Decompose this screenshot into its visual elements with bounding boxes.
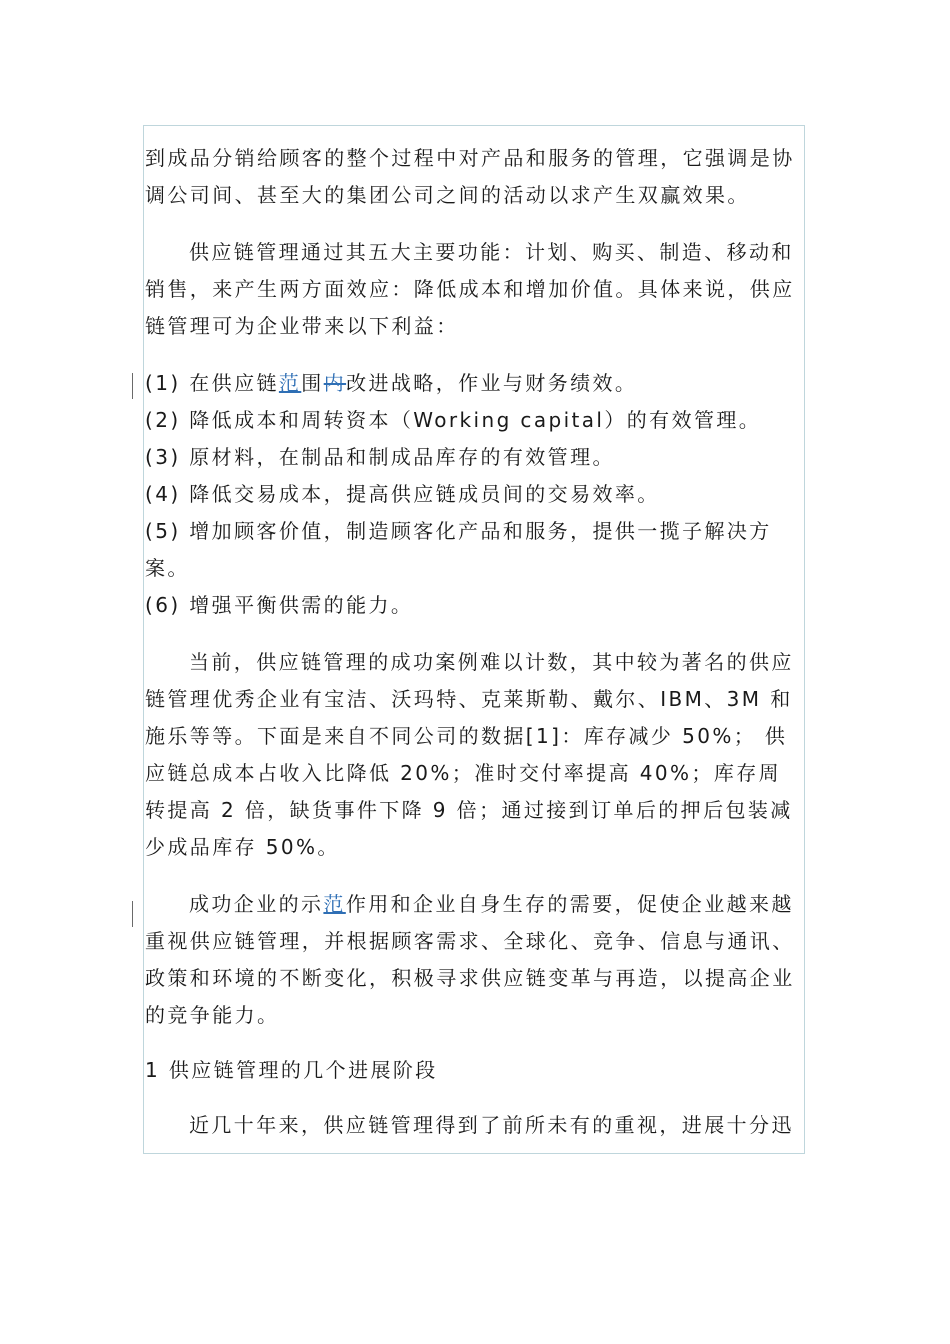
paragraph-3: 当前，供应链管理的成功案例难以计数，其中较为著名的供应链管理优秀企业有宝洁、沃玛特、克莱斯勒、戴尔、IBM、3M 和施乐等等。下面是来自不同公司的数据[1]：库存减少 50%； 供应链总成本占收入比降低 20%；准时交付率提高 40%；库存周转提高 2 倍，缺货事件下降 9 倍；通过接到订单后的押后包装减少成品库存 50%。 [145, 650, 794, 859]
benefits-list [145, 365, 795, 624]
paragraph-5: 近几十年来，供应链管理得到了前所未有的重视，进展十分迅 [189, 1113, 794, 1137]
list-item-4: (4) 降低交易成本，提高供应链成员间的交易效率。 [145, 482, 660, 506]
section-heading: 1 供应链管理的几个进展阶段 [145, 1058, 438, 1082]
inserted-text: 范 [278, 371, 302, 395]
list-item-2: (2) 降低成本和周转资本（Working capital）的有效管理。 [145, 408, 762, 432]
paragraph-2: 供应链管理通过其五大主要功能：计划、购买、制造、移动和销售，来产生两方面效应：降低成本和增加价值。具体来说，供应链管理可为企业带来以下利益： [145, 240, 795, 338]
list-item-1: (1) 在供应链范围内改进战略，作业与财务绩效。 [145, 371, 638, 395]
change-bar-paragraph-4 [132, 901, 133, 927]
document-body[interactable] [145, 140, 795, 1144]
deleted-text: 内 [323, 371, 347, 395]
list-item-3: (3) 原材料，在制品和制成品库存的有效管理。 [145, 445, 615, 469]
change-bar-list-item-1 [132, 373, 133, 399]
list-item-6: (6) 增强平衡供需的能力。 [145, 593, 414, 617]
paragraph-4: 成功企业的示范作用和企业自身生存的需要，促使企业越来越重视供应链管理，并根据顾客需求、全球化、竞争、信息与通讯、政策和环境的不断变化，积极寻求供应链变革与再造，以提高企业的竞争能力。 [145, 892, 795, 1027]
paragraph-1: 到成品分销给顾客的整个过程中对产品和服务的管理，它强调是协调公司间、甚至大的集团公司之间的活动以求产生双赢效果。 [145, 146, 795, 207]
list-item-5: (5) 增加顾客价值，制造顾客化产品和服务，提供一揽子解决方案。 [145, 519, 772, 580]
inserted-text: 范 [323, 892, 346, 916]
